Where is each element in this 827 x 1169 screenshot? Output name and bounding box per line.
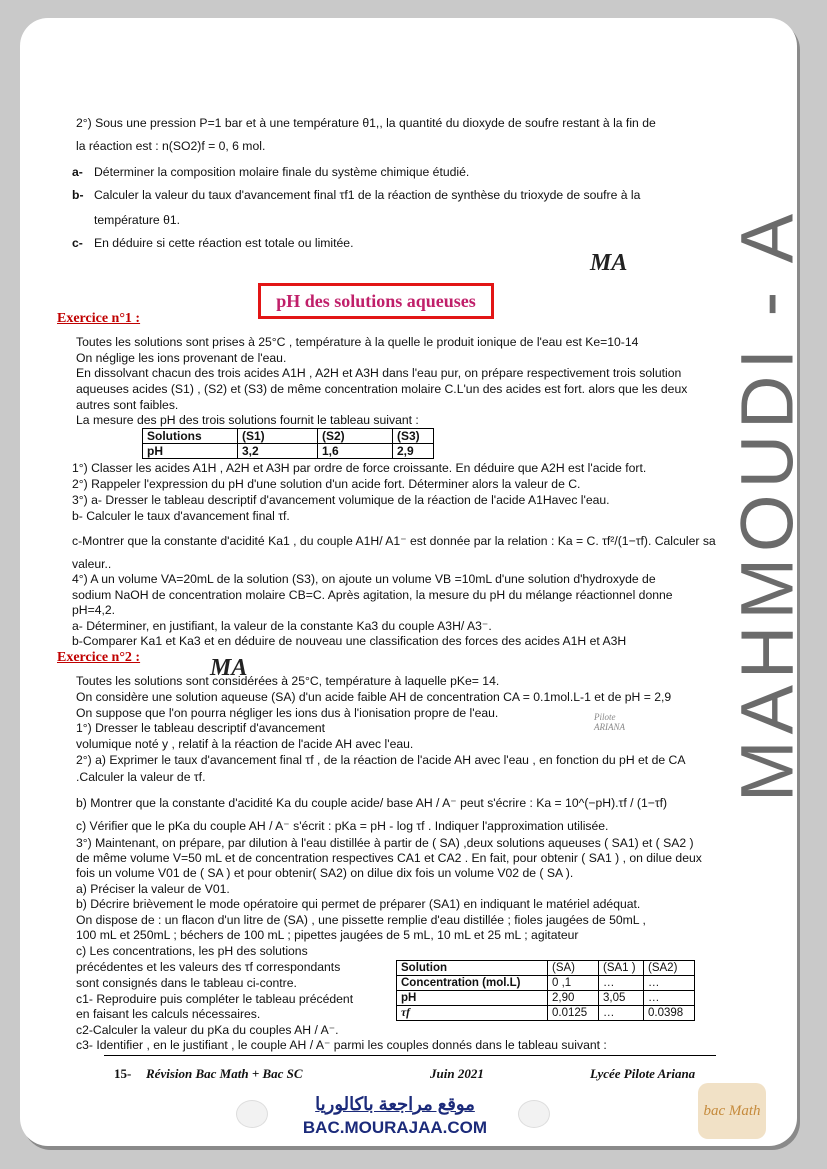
table-cell: τf [397, 1006, 548, 1021]
table-cell: 0.0125 [548, 1006, 599, 1021]
ex2-line: de même volume V=50 mL et de concentration respectives CA1 et CA2 . En fait, pour obtenir ( SA1 ) , on dilue deux [76, 851, 702, 865]
item-a-label: a- [72, 165, 83, 179]
table-cell: 3,05 [599, 991, 644, 1006]
question-2-line-1: 2°) Sous une pression P=1 bar et à une température θ1,, la quantité du dioxyde de soufre restant à la fin de [76, 116, 656, 130]
bac-math-badge-text: bac Math [703, 1103, 761, 1119]
ex2-line: On considère une solution aqueuse (SA) d'un acide faible AH de concentration CA = 0.1mol.L-1 et de pH = 2,9 [76, 690, 672, 704]
ex2-line: c) Vérifier que le pKa du couple AH / A⁻ s'écrit : pKa = pH - log τf . Indiquer l'approximation utilisée. [76, 819, 609, 833]
ex1-intro-line: La mesure des pH des trois solutions fournit le tableau suivant : [76, 413, 419, 427]
table-cell: … [599, 1006, 644, 1021]
item-c-label: c- [72, 236, 83, 250]
table-cell: pH [397, 991, 548, 1006]
ex2-c-line: c1- Reproduire puis compléter le tableau précédent [76, 992, 354, 1006]
table-header-cell: Solutions [143, 429, 238, 444]
table-cell: 2,90 [548, 991, 599, 1006]
ex1-question-line: 3°) a- Dresser le tableau descriptif d'avancement volumique de la réaction de l'acide A1Havec l'eau. [72, 493, 610, 507]
table-header-cell: (S3) [393, 429, 434, 444]
ex2-line: b) Décrire brièvement le mode opératoire qui permet de préparer (SA1) en indiquant le matériel adéquat. [76, 897, 641, 911]
ex2-line: 100 mL et 250mL ; béchers de 100 mL ; pipettes jaugées de 5 mL, 10 mL et 25 mL ; agitateur [76, 928, 579, 942]
table-row [143, 429, 434, 444]
ex2-line: volumique noté y , relatif à la réaction de l'acide AH avec l'eau. [76, 737, 414, 751]
ex1-intro-line: On néglige les ions provenant de l'eau. [76, 351, 287, 365]
ex2-line: a) Préciser la valeur de V01. [76, 882, 230, 896]
table-cell: 1,6 [318, 444, 393, 459]
table-cell: Concentration (mol.L) [397, 976, 548, 991]
site-arabic-text: موقع مراجعة باكالوريا [315, 1094, 475, 1114]
item-b-text-2: température θ1. [94, 213, 181, 227]
table-header-cell: Solution [397, 961, 548, 976]
item-c-text: En déduire si cette réaction est totale ou limitée. [94, 236, 354, 250]
ex2-line: fois un volume V01 de ( SA ) et pour obtenir( SA2) on dilue dix fois un volume V02 de ( SA ). [76, 866, 574, 880]
ex2-line: b) Montrer que la constante d'acidité Ka du couple acide/ base AH / A⁻ peut s'écrire : Ka = 10^(−pH).τf / (1−τf) [76, 796, 668, 810]
ex1-question-line: 2°) Rappeler l'expression du pH d'une solution d'un acide fort. Déterminer alors la valeur de C. [72, 477, 581, 491]
site-logo-left-icon [236, 1100, 268, 1128]
ex2-c-line: sont consignés dans le tableau ci-contre. [76, 976, 297, 990]
ex2-line: .Calculer la valeur de τf. [76, 770, 206, 784]
ma-signature-mark: MA [590, 250, 628, 276]
ex1-intro-line: Toutes les solutions sont prises à 25°C , température à la quelle le produit ionique de l'eau est Ke=10-14 [76, 335, 639, 349]
ex1-intro-line: En dissolvant chacun des trois acides A1H , A2H et A3H dans l'eau pur, on prépare respectivement trois solution [76, 366, 682, 380]
site-logo-right-icon [518, 1100, 550, 1128]
page-number: 15- [114, 1066, 132, 1081]
ex2-c-line: c2-Calculer la valeur du pKa du couples AH / A⁻. [76, 1023, 339, 1037]
section-title: pH des solutions aqueuses [276, 291, 476, 311]
ph-table-1 [142, 428, 434, 459]
ex2-line: 1°) Dresser le tableau descriptif d'avancement [76, 721, 326, 735]
ex2-c-line: c) Les concentrations, les pH des solutions [76, 944, 308, 958]
concentration-table [396, 960, 695, 1021]
ex2-line: On dispose de : un flacon d'un litre de (SA) , une pissette remplie d'eau distillée ; fioles jaugées de 50mL , [76, 913, 646, 927]
table-row [143, 444, 434, 459]
ex2-c-line: en faisant les calculs nécessaires. [76, 1007, 261, 1021]
table-cell: … [599, 976, 644, 991]
table-row [397, 991, 695, 1006]
ex1-question-line: pH=4,2. [72, 603, 116, 617]
ex2-c-line: précédentes et les valeurs des τf correspondants [76, 960, 341, 974]
item-a-text: Déterminer la composition molaire finale du système chimique étudié. [94, 165, 470, 179]
footer-course: Révision Bac Math + Bac SC [146, 1066, 303, 1081]
ex1-intro-line: aqueuses acides (S1) , (S2) et (S3) de même concentration molaire C.L'un des acides est fort. alors que les deux [76, 382, 688, 396]
site-banner[interactable] [280, 1092, 510, 1140]
ex1-question-line: valeur.. [72, 557, 112, 571]
ex1-question-line: a- Déterminer, en justifiant, la valeur de la constante Ka3 du couple A3H/ A3⁻. [72, 619, 492, 633]
ex1-intro-line: autres sont faibles. [76, 398, 179, 412]
table-header-cell: (SA2) [644, 961, 695, 976]
ex2-line: 2°) a) Exprimer le taux d'avancement final τf , de la réaction de l'acide AH avec l'eau , en fonction du pH et de CA [76, 753, 686, 767]
ex2-line: Toutes les solutions sont considérées à 25°C, température à laquelle pKe= 14. [76, 674, 500, 688]
footer-rule [104, 1055, 716, 1056]
table-header-cell: (S2) [318, 429, 393, 444]
table-cell: 3,2 [238, 444, 318, 459]
ex2-line: On suppose que l'on pourra négliger les ions dus à l'ionisation propre de l'eau. [76, 706, 499, 720]
table-cell: 0 ,1 [548, 976, 599, 991]
footer-date: Juin 2021 [430, 1066, 484, 1081]
item-b-text-1: Calculer la valeur du taux d'avancement final τf1 de la réaction de synthèse du trioxyde de soufre à la [94, 188, 641, 202]
table-row [397, 961, 695, 976]
exercise-1-heading: Exercice n°1 : [57, 311, 141, 326]
footer-school: Lycée Pilote Ariana [590, 1066, 696, 1081]
table-header-cell: (SA1 ) [599, 961, 644, 976]
question-2-line-2: la réaction est : n(SO2)f = 0, 6 mol. [76, 139, 266, 153]
ex2-c-line: c3- Identifier , en le justifiant , le couple AH / A⁻ parmi les couples donnés dans le tableau suivant : [76, 1038, 607, 1052]
table-cell: 0.0398 [644, 1006, 695, 1021]
ex1-question-line: c-Montrer que la constante d'acidité Ka1 , du couple A1H/ A1⁻ est donnée par la relation : Ka = C. τf²/(1−τf). Calculer sa [72, 534, 716, 548]
table-row [397, 1006, 695, 1021]
ex1-question-line: sodium NaOH de concentration molaire CB=C. Après agitation, la mesure du pH du mélange réactionnel donne [72, 588, 673, 602]
section-title-box [258, 283, 494, 319]
ex1-question-line: b-Comparer Ka1 et Ka3 et en déduire de nouveau une classification des forces des acides A1H et A3H [72, 634, 627, 648]
side-brand-text: MAHMOUDI - A [725, 207, 809, 803]
pilote-ariana-mark: Pilote ARIANA [594, 712, 625, 732]
ex1-question-line: 1°) Classer les acides A1H , A2H et A3H par ordre de force croissante. En déduire que A2H est l'acide fort. [72, 461, 647, 475]
ex2-line: 3°) Maintenant, on prépare, par dilution à l'eau distillée à partir de ( SA) ,deux solutions aqueuses ( SA1) et ( SA2 ) [76, 836, 694, 850]
site-url[interactable]: BAC.MOURAJAA.COM [302, 1118, 488, 1137]
table-row [397, 976, 695, 991]
ma-signature-mark: MA [210, 655, 248, 681]
table-cell: … [644, 991, 695, 1006]
table-header-cell: (SA) [548, 961, 599, 976]
table-cell: … [644, 976, 695, 991]
table-cell: 2,9 [393, 444, 434, 459]
side-brand-watermark [722, 105, 812, 905]
ex1-question-line: b- Calculer le taux d'avancement final τf. [72, 509, 290, 523]
ex1-question-line: 4°) A un volume VA=20mL de la solution (S3), on ajoute un volume VB =10mL d'une solution d'hydroxyde de [72, 572, 656, 586]
exercise-2-heading: Exercice n°2 : [57, 650, 141, 665]
bac-math-badge [698, 1083, 766, 1139]
table-cell: pH [143, 444, 238, 459]
item-b-label: b- [72, 188, 84, 202]
table-header-cell: (S1) [238, 429, 318, 444]
